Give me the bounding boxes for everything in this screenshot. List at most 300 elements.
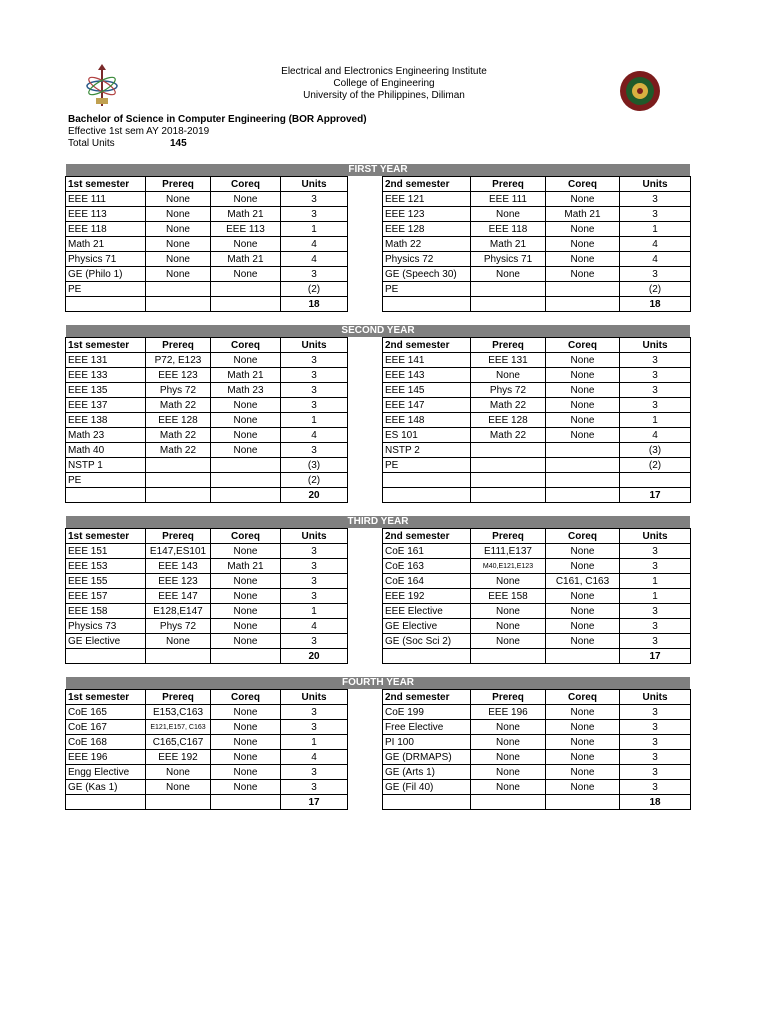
coreq-cell: None	[546, 237, 620, 252]
blank-cell	[66, 488, 146, 503]
units-header: Units	[281, 690, 348, 705]
coreq-cell: Math 21	[546, 207, 620, 222]
coreq-header: Coreq	[546, 177, 620, 192]
table-row	[383, 574, 691, 589]
blank-cell	[546, 488, 620, 503]
table-header-row	[66, 177, 348, 192]
prereq-header: Prereq	[471, 177, 546, 192]
units-cell: 3	[281, 443, 348, 458]
semester-header: 1st semester	[66, 177, 146, 192]
prereq-cell: Math 22	[471, 398, 546, 413]
prereq-cell: None	[471, 765, 546, 780]
course-cell: NSTP 1	[66, 458, 146, 473]
units-total: 18	[281, 297, 348, 312]
table-row	[66, 634, 348, 649]
table-row	[383, 634, 691, 649]
total-row	[383, 649, 691, 664]
prereq-cell: None	[146, 222, 211, 237]
coreq-header: Coreq	[546, 690, 620, 705]
course-cell: GE (Kas 1)	[66, 780, 146, 795]
table-row	[66, 428, 348, 443]
prereq-cell: None	[471, 604, 546, 619]
prereq-cell: EEE 123	[146, 574, 211, 589]
total-row	[66, 795, 348, 810]
coreq-cell: None	[211, 634, 281, 649]
coreq-cell: None	[546, 368, 620, 383]
course-cell: EEE 133	[66, 368, 146, 383]
table-row	[383, 720, 691, 735]
prereq-cell	[146, 473, 211, 488]
prereq-cell	[146, 458, 211, 473]
total-row	[383, 297, 691, 312]
coreq-cell: None	[546, 735, 620, 750]
table-row	[66, 207, 348, 222]
prereq-cell	[146, 282, 211, 297]
units-cell: 3	[281, 544, 348, 559]
blank-cell	[546, 649, 620, 664]
table-row	[383, 398, 691, 413]
prereq-cell: E153,C163	[146, 705, 211, 720]
table-row	[383, 443, 691, 458]
prereq-header: Prereq	[146, 529, 211, 544]
blank-cell	[146, 795, 211, 810]
blank-cell	[383, 795, 471, 810]
units-cell: 3	[620, 750, 691, 765]
units-cell: 3	[620, 383, 691, 398]
semester-header: 1st semester	[66, 690, 146, 705]
prereq-cell: C165,C167	[146, 735, 211, 750]
units-header: Units	[281, 177, 348, 192]
course-cell: EEE 118	[66, 222, 146, 237]
units-cell: 3	[281, 765, 348, 780]
total-row	[66, 649, 348, 664]
table-row	[66, 413, 348, 428]
blank-cell	[383, 488, 471, 503]
table-row	[383, 192, 691, 207]
prereq-cell: EEE 128	[471, 413, 546, 428]
course-cell: EEE 137	[66, 398, 146, 413]
coreq-cell	[211, 458, 281, 473]
units-total: 17	[281, 795, 348, 810]
course-cell: CoE 168	[66, 735, 146, 750]
table-row	[383, 589, 691, 604]
course-cell: EEE 157	[66, 589, 146, 604]
units-cell: 3	[620, 368, 691, 383]
table-row	[66, 735, 348, 750]
course-cell: Engg Elective	[66, 765, 146, 780]
units-total: 20	[281, 488, 348, 503]
table-header-row	[383, 338, 691, 353]
coreq-cell: None	[211, 574, 281, 589]
course-cell: CoE 199	[383, 705, 471, 720]
units-cell: 3	[281, 353, 348, 368]
blank-cell	[471, 649, 546, 664]
year-band-title: SECOND YEAR	[66, 325, 690, 337]
table-row	[66, 398, 348, 413]
prereq-cell: None	[146, 237, 211, 252]
units-cell: (2)	[281, 473, 348, 488]
coreq-cell: None	[546, 398, 620, 413]
coreq-cell	[546, 458, 620, 473]
prereq-cell: Math 21	[471, 237, 546, 252]
course-cell	[383, 473, 471, 488]
units-cell: 3	[281, 780, 348, 795]
blank-cell	[66, 297, 146, 312]
units-header: Units	[281, 338, 348, 353]
table-row	[383, 473, 691, 488]
units-cell: 3	[281, 368, 348, 383]
prereq-cell: EEE 192	[146, 750, 211, 765]
table-header-row	[66, 690, 348, 705]
prereq-cell	[471, 473, 546, 488]
units-cell: 3	[281, 574, 348, 589]
table-row	[66, 559, 348, 574]
course-cell: PE	[66, 473, 146, 488]
coreq-cell: Math 21	[211, 368, 281, 383]
prereq-cell: Physics 71	[471, 252, 546, 267]
table-header-row	[383, 690, 691, 705]
units-total: 17	[620, 488, 691, 503]
prereq-cell: None	[471, 735, 546, 750]
coreq-cell: Math 21	[211, 207, 281, 222]
year-3-first-semester-table	[65, 528, 348, 664]
coreq-cell: None	[211, 413, 281, 428]
coreq-header: Coreq	[211, 338, 281, 353]
course-cell: EEE 143	[383, 368, 471, 383]
course-cell: GE Elective	[66, 634, 146, 649]
units-cell: 3	[620, 705, 691, 720]
course-cell: GE (DRMAPS)	[383, 750, 471, 765]
units-cell: 3	[281, 383, 348, 398]
units-cell: 3	[620, 780, 691, 795]
prereq-cell: None	[146, 765, 211, 780]
units-cell: 1	[281, 413, 348, 428]
units-cell: 1	[620, 413, 691, 428]
prereq-cell: None	[146, 192, 211, 207]
units-cell: 1	[281, 222, 348, 237]
coreq-cell	[211, 282, 281, 297]
total-units-value: 145	[170, 138, 187, 149]
coreq-cell: None	[546, 544, 620, 559]
total-row	[66, 297, 348, 312]
blank-cell	[383, 297, 471, 312]
semester-header: 2nd semester	[383, 690, 471, 705]
coreq-cell: None	[211, 780, 281, 795]
year-1-first-semester-table	[65, 176, 348, 312]
prereq-cell: E111,E137	[471, 544, 546, 559]
units-cell: (3)	[620, 443, 691, 458]
table-row	[66, 443, 348, 458]
table-header-row	[66, 529, 348, 544]
prereq-cell: None	[146, 780, 211, 795]
table-row	[383, 413, 691, 428]
course-cell: GE (Soc Sci 2)	[383, 634, 471, 649]
table-row	[383, 353, 691, 368]
prereq-cell: None	[471, 368, 546, 383]
course-cell: EEE 151	[66, 544, 146, 559]
course-cell: ES 101	[383, 428, 471, 443]
units-cell: 3	[281, 398, 348, 413]
table-row	[383, 267, 691, 282]
units-header: Units	[281, 529, 348, 544]
course-cell: GE (Fil 40)	[383, 780, 471, 795]
table-row	[383, 207, 691, 222]
units-header: Units	[620, 690, 691, 705]
course-cell: CoE 161	[383, 544, 471, 559]
course-cell: CoE 164	[383, 574, 471, 589]
table-row	[383, 458, 691, 473]
prereq-cell: None	[471, 634, 546, 649]
units-cell: 3	[281, 720, 348, 735]
prereq-cell: None	[471, 207, 546, 222]
course-cell: PE	[383, 282, 471, 297]
units-cell: 3	[620, 735, 691, 750]
coreq-cell: None	[211, 765, 281, 780]
coreq-cell	[546, 282, 620, 297]
blank-cell	[471, 488, 546, 503]
course-cell: CoE 165	[66, 705, 146, 720]
prereq-cell: EEE 147	[146, 589, 211, 604]
units-cell	[620, 473, 691, 488]
table-row	[383, 780, 691, 795]
table-row	[66, 473, 348, 488]
course-cell: EEE 131	[66, 353, 146, 368]
course-cell: GE (Philo 1)	[66, 267, 146, 282]
table-row	[383, 237, 691, 252]
total-units-label: Total Units	[68, 138, 115, 149]
coreq-cell: None	[546, 619, 620, 634]
course-cell: NSTP 2	[383, 443, 471, 458]
blank-cell	[211, 488, 281, 503]
units-cell: (3)	[281, 458, 348, 473]
blank-cell	[211, 795, 281, 810]
course-cell: EEE 148	[383, 413, 471, 428]
semester-header: 2nd semester	[383, 338, 471, 353]
prereq-cell: EEE 118	[471, 222, 546, 237]
coreq-cell: None	[211, 735, 281, 750]
units-cell: 4	[281, 619, 348, 634]
blank-cell	[146, 297, 211, 312]
coreq-header: Coreq	[546, 529, 620, 544]
blank-cell	[471, 297, 546, 312]
blank-cell	[146, 649, 211, 664]
coreq-cell: None	[546, 267, 620, 282]
prereq-cell: EEE 111	[471, 192, 546, 207]
table-row	[66, 604, 348, 619]
blank-cell	[211, 649, 281, 664]
units-cell: 1	[620, 574, 691, 589]
coreq-cell: None	[546, 192, 620, 207]
prereq-cell: None	[146, 267, 211, 282]
course-cell: Math 23	[66, 428, 146, 443]
units-header: Units	[620, 177, 691, 192]
prereq-header: Prereq	[471, 338, 546, 353]
total-row	[383, 795, 691, 810]
coreq-cell: None	[211, 237, 281, 252]
coreq-cell: None	[546, 428, 620, 443]
coreq-cell: None	[546, 780, 620, 795]
coreq-header: Coreq	[211, 177, 281, 192]
units-cell: 1	[620, 589, 691, 604]
table-row	[383, 735, 691, 750]
blank-cell	[383, 649, 471, 664]
coreq-cell: None	[211, 705, 281, 720]
course-cell: EEE 138	[66, 413, 146, 428]
blank-cell	[146, 488, 211, 503]
course-cell: EEE 123	[383, 207, 471, 222]
course-cell: EEE 158	[66, 604, 146, 619]
units-cell: 3	[620, 559, 691, 574]
table-row	[383, 750, 691, 765]
prereq-cell: EEE 158	[471, 589, 546, 604]
blank-cell	[66, 649, 146, 664]
course-cell: EEE 135	[66, 383, 146, 398]
course-cell: Physics 71	[66, 252, 146, 267]
prereq-cell: E147,ES101	[146, 544, 211, 559]
coreq-cell: None	[546, 705, 620, 720]
coreq-cell: EEE 113	[211, 222, 281, 237]
semester-header: 1st semester	[66, 529, 146, 544]
year-band-title: FOURTH YEAR	[66, 677, 690, 689]
semester-header: 1st semester	[66, 338, 146, 353]
units-total: 20	[281, 649, 348, 664]
table-header-row	[66, 338, 348, 353]
prereq-cell: Math 22	[146, 398, 211, 413]
coreq-cell: None	[211, 720, 281, 735]
course-cell: PE	[383, 458, 471, 473]
coreq-cell: None	[211, 353, 281, 368]
prereq-cell: EEE 131	[471, 353, 546, 368]
table-row	[66, 192, 348, 207]
coreq-cell: None	[211, 428, 281, 443]
prereq-cell: None	[471, 619, 546, 634]
blank-cell	[66, 795, 146, 810]
prereq-cell: Math 22	[146, 443, 211, 458]
prereq-cell: EEE 128	[146, 413, 211, 428]
prereq-cell: None	[471, 267, 546, 282]
units-cell: (2)	[620, 458, 691, 473]
coreq-cell: None	[546, 765, 620, 780]
units-cell: 3	[620, 604, 691, 619]
coreq-cell: None	[211, 604, 281, 619]
course-cell: EEE 196	[66, 750, 146, 765]
institute-name: Electrical and Electronics Engineering Institute	[281, 66, 487, 77]
units-cell: 3	[620, 720, 691, 735]
year-3-second-semester-table	[382, 528, 691, 664]
table-row	[66, 458, 348, 473]
effective-date: Effective 1st sem AY 2018-2019	[68, 126, 210, 137]
table-row	[66, 780, 348, 795]
table-row	[66, 765, 348, 780]
coreq-cell: None	[211, 267, 281, 282]
units-total: 17	[620, 649, 691, 664]
coreq-header: Coreq	[211, 529, 281, 544]
units-cell: 3	[281, 589, 348, 604]
university-name: University of the Philippines, Diliman	[303, 90, 465, 101]
coreq-header: Coreq	[211, 690, 281, 705]
table-row	[66, 353, 348, 368]
table-row	[383, 428, 691, 443]
course-cell: Free Elective	[383, 720, 471, 735]
prereq-header: Prereq	[146, 177, 211, 192]
course-cell: Math 22	[383, 237, 471, 252]
prereq-cell: Math 22	[146, 428, 211, 443]
course-cell: PI 100	[383, 735, 471, 750]
course-cell: PE	[66, 282, 146, 297]
table-row	[66, 252, 348, 267]
course-cell: Math 21	[66, 237, 146, 252]
year-1-second-semester-table	[382, 176, 691, 312]
prereq-cell: EEE 143	[146, 559, 211, 574]
table-row	[383, 282, 691, 297]
units-cell: (2)	[620, 282, 691, 297]
coreq-cell: None	[546, 604, 620, 619]
prereq-cell: Phys 72	[146, 619, 211, 634]
blank-cell	[471, 795, 546, 810]
prereq-cell: None	[471, 574, 546, 589]
table-row	[383, 544, 691, 559]
prereq-cell: None	[471, 780, 546, 795]
table-header-row	[383, 529, 691, 544]
course-cell: EEE Elective	[383, 604, 471, 619]
prereq-cell: None	[471, 720, 546, 735]
table-row	[383, 705, 691, 720]
total-row	[383, 488, 691, 503]
blank-cell	[546, 795, 620, 810]
table-row	[66, 267, 348, 282]
prereq-cell: E121,E157, C163	[146, 720, 211, 735]
prereq-cell: M40,E121,E123	[471, 559, 546, 574]
coreq-cell: None	[546, 353, 620, 368]
course-cell: EEE 192	[383, 589, 471, 604]
year-band-title: THIRD YEAR	[66, 516, 690, 528]
prereq-cell: None	[471, 750, 546, 765]
prereq-header: Prereq	[146, 338, 211, 353]
units-cell: 1	[281, 735, 348, 750]
course-cell: GE (Arts 1)	[383, 765, 471, 780]
course-cell: EEE 113	[66, 207, 146, 222]
coreq-cell: C161, C163	[546, 574, 620, 589]
units-cell: 4	[281, 750, 348, 765]
table-row	[383, 765, 691, 780]
table-header-row	[383, 177, 691, 192]
year-2-second-semester-table	[382, 337, 691, 503]
units-cell: 4	[281, 428, 348, 443]
units-cell: 4	[281, 237, 348, 252]
prereq-cell	[471, 458, 546, 473]
coreq-cell: None	[546, 720, 620, 735]
prereq-cell: EEE 196	[471, 705, 546, 720]
table-row	[66, 383, 348, 398]
units-cell: 3	[620, 207, 691, 222]
units-cell: 3	[620, 267, 691, 282]
course-cell: EEE 147	[383, 398, 471, 413]
units-cell: 3	[620, 544, 691, 559]
coreq-cell: None	[546, 750, 620, 765]
units-cell: (2)	[281, 282, 348, 297]
coreq-cell: None	[546, 589, 620, 604]
table-row	[66, 368, 348, 383]
prereq-cell: P72, E123	[146, 353, 211, 368]
table-row	[66, 589, 348, 604]
prereq-cell: E128,E147	[146, 604, 211, 619]
semester-header: 2nd semester	[383, 177, 471, 192]
course-cell: CoE 167	[66, 720, 146, 735]
units-cell: 3	[281, 267, 348, 282]
units-cell: 4	[620, 252, 691, 267]
course-cell: GE (Speech 30)	[383, 267, 471, 282]
prereq-cell: None	[146, 207, 211, 222]
